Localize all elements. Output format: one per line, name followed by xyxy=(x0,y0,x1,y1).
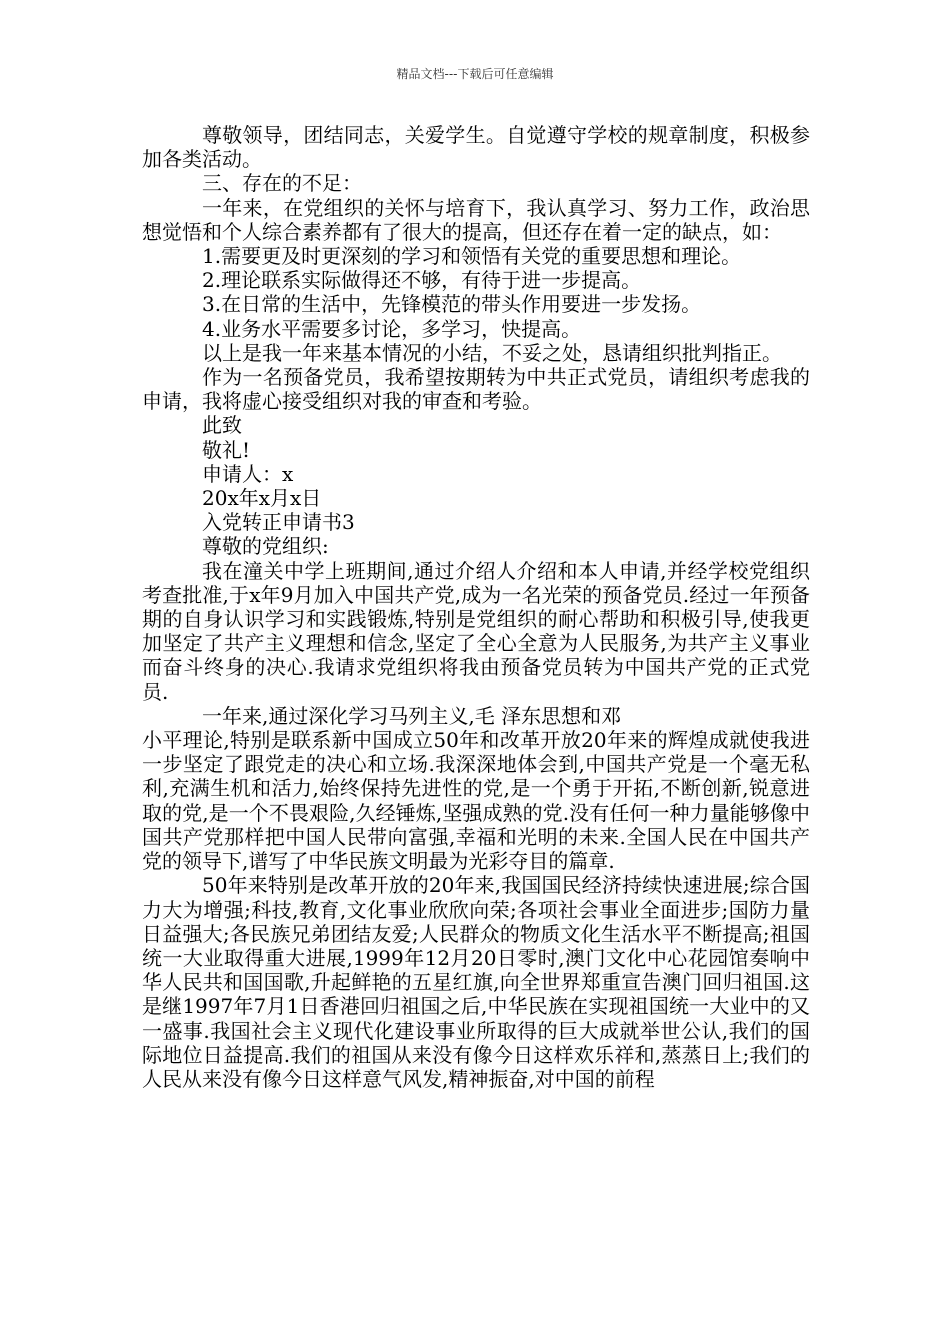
paragraph-study-start: 一年来,通过深化学习马列主义,毛 泽东思想和邓 xyxy=(202,703,622,728)
list-item-4: 4.业务水平需要多讨论，多学习，快提高。 xyxy=(202,316,582,341)
list-item-1: 1.需要更及时更深刻的学习和领悟有关党的重要思想和理论。 xyxy=(202,244,742,269)
paragraph-joining: 我在潼关中学上班期间,通过介绍人介绍和本人申请,并经学校党组织考查批准,于x年9月加入中国共产党,成为一名光荣的预备党员.经过一年预备期的自身认识学习和实践锻炼,特别是党组织的耐心帮助和积极引导,使我更加坚定了共产主义理想和信念,坚定了全心全意为人民服务,为共产主义事业而奋斗终身的决心.我请求党组织将我由预备党员转为中国共产党的正式党员. xyxy=(142,558,810,704)
date-line: 20x年x月x日 xyxy=(202,486,322,511)
page-header: 精品文档---下载后可任意编辑 xyxy=(396,67,554,81)
paragraph-summary: 以上是我一年来基本情况的小结，不妥之处，恳请组织批判指正。 xyxy=(202,340,782,365)
closing-respect: 敬礼! xyxy=(202,437,251,462)
applicant-line: 申请人：x xyxy=(202,461,294,486)
document-title-3: 入党转正申请书3 xyxy=(202,510,355,535)
document-body xyxy=(142,123,810,1091)
paragraph-achievements: 50年来特别是改革开放的20年来,我国国民经济持续快速进展;综合国力大为增强;科技,教育,文化事业欣欣向荣;各项社会事业全面进步;国防力量日益强大;各民族兄弟团结友爱;人民群众的物质文化生活水平不断提高;祖国统一大业取得重大进展,1999年12月20日零时,澳门文化中心花园馆奏响中华人民共和国国歌,升起鲜艳的五星红旗,向全世界郑重宣告澳门回归祖国.这是继1997年7月1日香港回归祖国之后,中华民族在实现祖国统一大业中的又一盛事.我国社会主义现代化建设事业所取得的巨大成就举世公认,我们的国际地位日益提高.我们的祖国从来没有像今日这样欢乐祥和,蒸蒸日上;我们的人民从来没有像今日这样意气风发,精神振奋,对中国的前程 xyxy=(142,873,810,1091)
closing-salutation: 此致 xyxy=(202,413,242,438)
list-item-2: 2.理论联系实际做得还不够，有待于进一步提高。 xyxy=(202,268,642,293)
paragraph-respect: 尊敬领导，团结同志，关爱学生。自觉遵守学校的规章制度，积极参加各类活动。 xyxy=(142,123,810,172)
paragraph-request: 作为一名预备党员，我希望按期转为中共正式党员，请组织考虑我的申请，我将虚心接受组织对我的审查和考验。 xyxy=(142,365,810,414)
list-item-3: 3.在日常的生活中，先锋模范的带头作用要进一步发扬。 xyxy=(202,292,702,317)
paragraph-shortcomings-intro: 一年来，在党组织的关怀与培育下，我认真学习、努力工作，政治思想觉悟和个人综合素养都有了很大的提高，但还存在着一定的缺点，如： xyxy=(142,195,810,244)
section-heading-shortcomings: 三、存在的不足： xyxy=(202,171,362,196)
paragraph-study-continued: 小平理论,特别是联系新中国成立50年和改革开放20年来的辉煌成就使我进一步坚定了跟党走的决心和立场.我深深地体会到,中国共产党是一个毫无私利,充满生机和活力,始终保持先进性的党,是一个勇于开拓,不断创新,锐意进取的党,是一个不畏艰险,久经锤炼,坚强成熟的党.没有任何一种力量能够像中国共产党那样把中国人民带向富强,幸福和光明的未来.全国人民在中国共产党的领导下,谱写了中华民族文明最为光彩夺目的篇章. xyxy=(142,728,810,874)
greeting-line: 尊敬的党组织: xyxy=(202,534,329,559)
